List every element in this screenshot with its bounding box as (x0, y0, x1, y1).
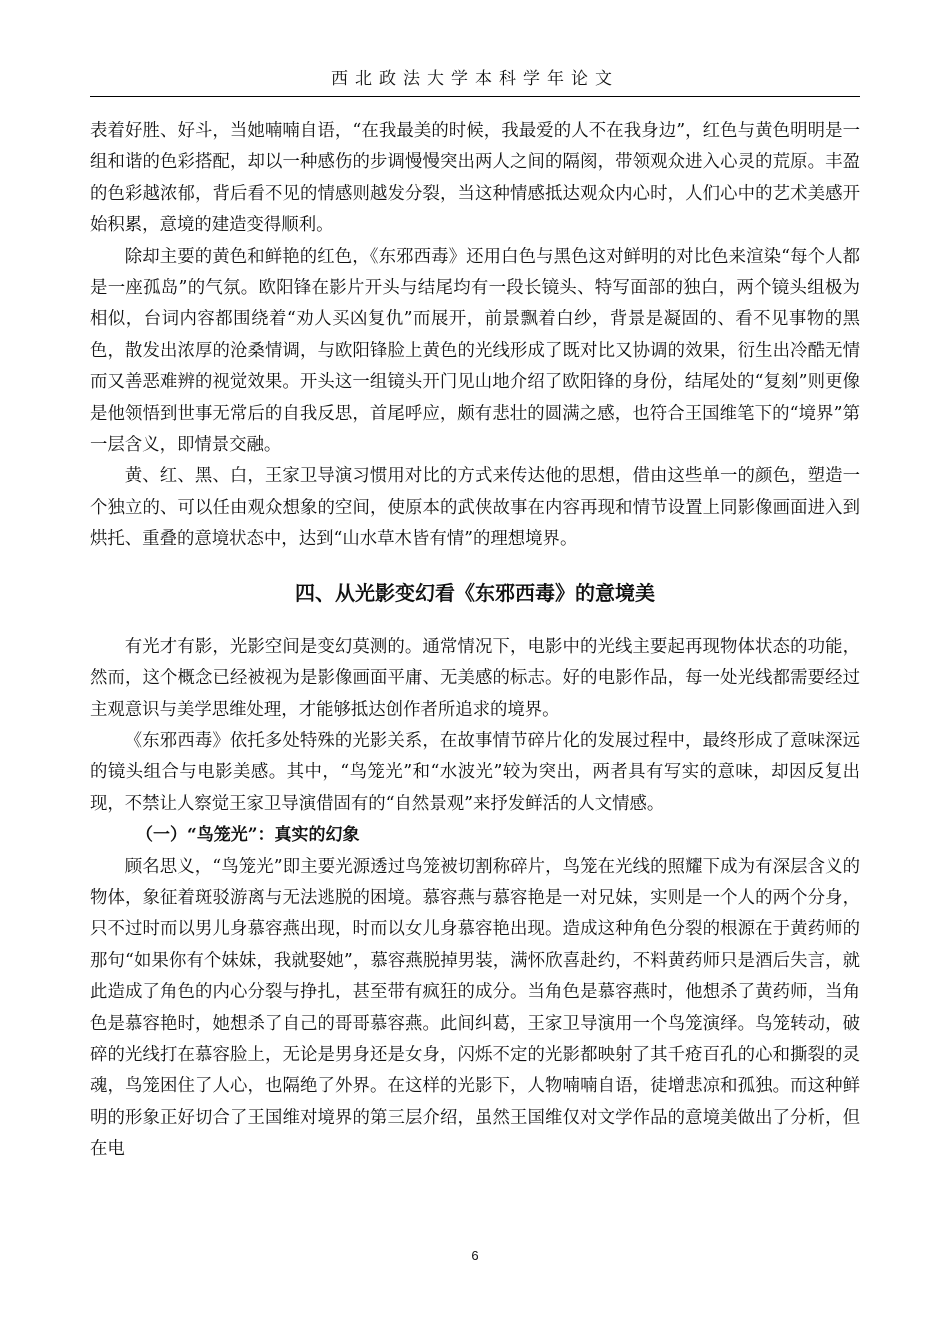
paragraph-4: 有光才有影，光影空间是变幻莫测的。通常情况下，电影中的光线主要起再现物体状态的功能，然而，这个概念已经被视为是影像画面平庸、无美感的标志。好的电影作品，每一处光线都需要经过主观意识与美学思维处理，才能够抵达创作者所追求的境界。 (90, 636, 860, 720)
page-number: 6 (471, 1248, 479, 1263)
paragraph-5: 《东邪西毒》依托多处特殊的光影关系，在故事情节碎片化的发展过程中，最终形成了意味深远的镜头组合与电影美感。其中，“鸟笼光”和“水波光”较为突出，两者具有写实的意味，却因反复出现，不禁让人察觉王家卫导演借固有的“自然景观”来抒发鲜活的人文情感。 (90, 730, 860, 814)
section-heading: 四、从光影变幻看《东邪西毒》的意境美 (295, 580, 655, 605)
paragraph-6: 顾名思义，“鸟笼光”即主要光源透过鸟笼被切割称碎片，鸟笼在光线的照耀下成为有深层含义的物体，象征着斑驳游离与无法逃脱的困境。慕容燕与慕容艳是一对兄妹，实则是一个人的两个分身，只不过时而以男儿身慕容燕出现，时而以女儿身慕容艳出现。造成这种角色分裂的根源在于黄药师的那句“如果你有个妹妹，我就娶她”，慕容燕脱掉男装，满怀欣喜赴约，不料黄药师只是酒后失言，就此造成了角色的内心分裂与挣扎，甚至带有疯狂的成分。当角色是慕容燕时，他想杀了黄药师，当角色是慕容艳时，她想杀了自己的哥哥慕容燕。此间纠葛，王家卫导演用一个鸟笼演绎。鸟笼转动，破碎的光线打在慕容脸上，无论是男身还是女身，闪烁不定的光影都映射了其千疮百孔的心和撕裂的灵魂，鸟笼困住了人心，也隔绝了外界。在这样的光影下，人物喃喃自语，徒增悲凉和孤独。而这种鲜明的形象正好切合了王国维对境界的第三层介绍，虽然王国维仅对文学作品的意境美做出了分析，但在电 (90, 856, 860, 1160)
paragraph-1: 表着好胜、好斗，当她喃喃自语，“在我最美的时候，我最爱的人不在我身边”，红色与黄色明明是一组和谐的色彩搭配，却以一种感伤的步调慢慢突出两人之间的隔阂，带领观众进入心灵的荒原。丰盈的色彩越浓郁，背后看不见的情感则越发分裂，当这种情感抵达观众内心时，人们心中的艺术美感开始积累，意境的建造变得顺利。 (90, 121, 860, 236)
paragraph-2: 除却主要的黄色和鲜艳的红色，《东邪西毒》还用白色与黑色这对鲜明的对比色来渲染“每个人都是一座孤岛”的气氛。欧阳锋在影片开头与结尾均有一段长镜头、特写面部的独白，两个镜头组极为相似，台词内容都围绕着“劝人买凶复仇”而展开，前景飘着白纱，背景是凝固的、看不见事物的黑色，散发出浓厚的沧桑情调，与欧阳锋脸上黄色的光线形成了既对比又协调的效果，衍生出冷酷无情而又善恶难辨的视觉效果。开头这一组镜头开门见山地介绍了欧阳锋的身份，结尾处的“复刻”则更像是他领悟到世事无常后的自我反思，首尾呼应，颇有悲壮的圆满之感，也符合王国维笔下的“境界”第一层含义，即情景交融。 (90, 246, 860, 456)
document-body (90, 116, 860, 1166)
paragraph-3: 黄、红、黑、白，王家卫导演习惯用对比的方式来传达他的思想，借由这些单一的颜色，塑造一个独立的、可以任由观众想象的空间，使原本的武侠故事在内容再现和情节设置上同影像画面进入到烘托、重叠的意境状态中，达到“山水草木皆有情”的理想境界。 (90, 466, 860, 550)
header-divider (90, 96, 860, 97)
subsection-heading: （一）“鸟笼光”：真实的幻象 (136, 825, 360, 846)
page-header-title: 西北政法大学本科学年论文 (331, 69, 619, 89)
